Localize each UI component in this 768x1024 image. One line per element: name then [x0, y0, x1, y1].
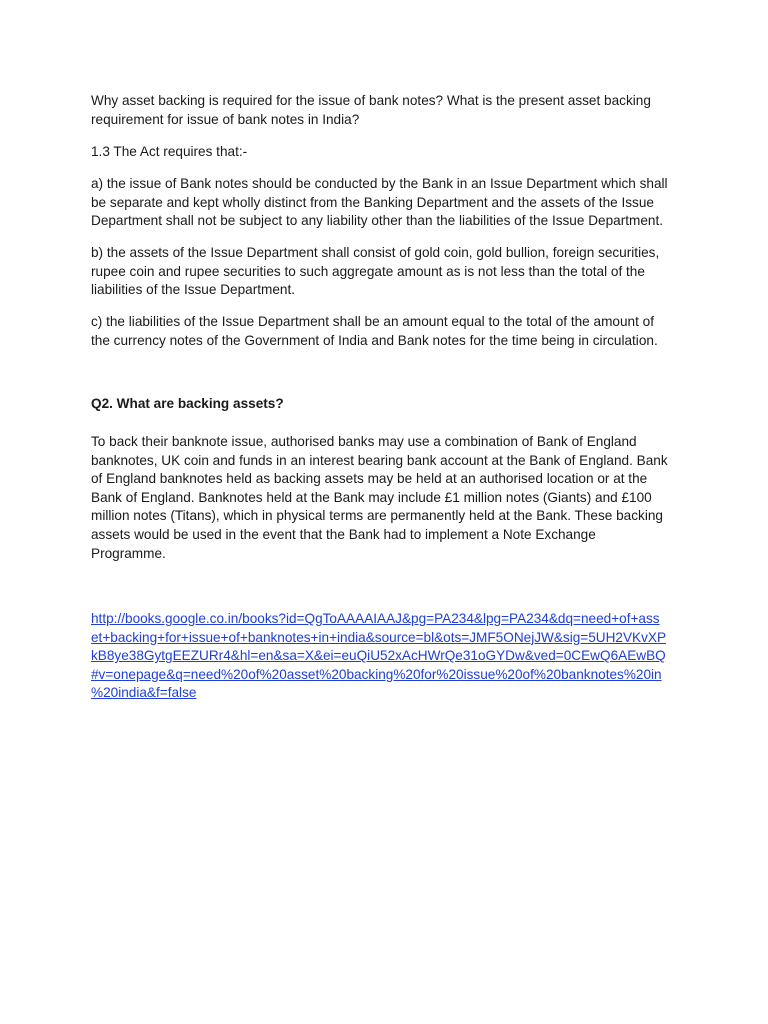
- text-line: rupee coin and rupee securities to such aggregate amount as is not less than the total of the: [91, 263, 645, 279]
- text-line: a) the issue of Bank notes should be conducted by the Bank in an Issue Department which shall: [91, 176, 668, 191]
- source-link[interactable]: [91, 610, 691, 703]
- text-line: the currency notes of the Government of India and Bank notes for the time being in circulation.: [91, 332, 658, 348]
- q2-answer: [91, 433, 691, 563]
- text-line: million notes (Titans), which in physical terms are permanently held at the Bank. These backing: [91, 508, 663, 524]
- text-line: be separate and kept wholly distinct from the Banking Department and the assets of the Issue: [91, 194, 654, 210]
- text-line: Programme.: [91, 545, 166, 561]
- text-line: of England banknotes held as backing assets may be held at an authorised location or at the: [91, 471, 648, 487]
- link-line[interactable]: et+backing+for+issue+of+banknotes+in+india&source=bl&ots=JMF5ONejJW&sig=5UH2VKvXP: [91, 629, 667, 645]
- q2-heading: [91, 395, 691, 414]
- link-line[interactable]: kB8ye38GytgEEZURr4&hl=en&sa=X&ei=euQiU52xAcHWrQe31oGYDw&ved=0CEwQ6AEwBQ: [91, 648, 666, 664]
- text-line: Bank of England. Banknotes held at the Bank may include £1 million notes (Giants) and £100: [91, 489, 652, 505]
- text-line: requirement for issue of bank notes in India?: [91, 111, 360, 127]
- text-line: assets would be used in the event that the Bank had to implement a Note Exchange: [91, 526, 596, 542]
- act-heading: [91, 143, 691, 162]
- text-line: Q2. What are backing assets?: [91, 396, 284, 411]
- text-line: banknotes, UK coin and funds in an interest bearing bank account at the Bank of England. Bank: [91, 452, 668, 468]
- clause-a: [91, 175, 691, 231]
- clause-b: [91, 244, 691, 300]
- text-line: Department shall not be subject to any liability other than the liabilities of the Issue Department.: [91, 213, 664, 229]
- text-line: liabilities of the Issue Department.: [91, 282, 296, 298]
- link-line[interactable]: %20india&f=false: [91, 685, 197, 701]
- clause-c: [91, 313, 691, 350]
- link-line[interactable]: http://books.google.co.in/books?id=QgToAAAAIAAJ&pg=PA234&lpg=PA234&dq=need+of+ass: [91, 611, 660, 626]
- link-line[interactable]: #v=onepage&q=need%20of%20asset%20backing%20for%20issue%20of%20banknotes%20in: [91, 666, 662, 682]
- intro-question: [91, 92, 691, 129]
- text-line: Why asset backing is required for the issue of bank notes? What is the present asset backing: [91, 93, 651, 108]
- text-line: To back their banknote issue, authorised banks may use a combination of Bank of England: [91, 434, 637, 449]
- text-line: c) the liabilities of the Issue Department shall be an amount equal to the total of the amount of: [91, 314, 654, 329]
- text-line: b) the assets of the Issue Department shall consist of gold coin, gold bullion, foreign securities,: [91, 245, 660, 260]
- text-line: 1.3 The Act requires that:-: [91, 144, 248, 159]
